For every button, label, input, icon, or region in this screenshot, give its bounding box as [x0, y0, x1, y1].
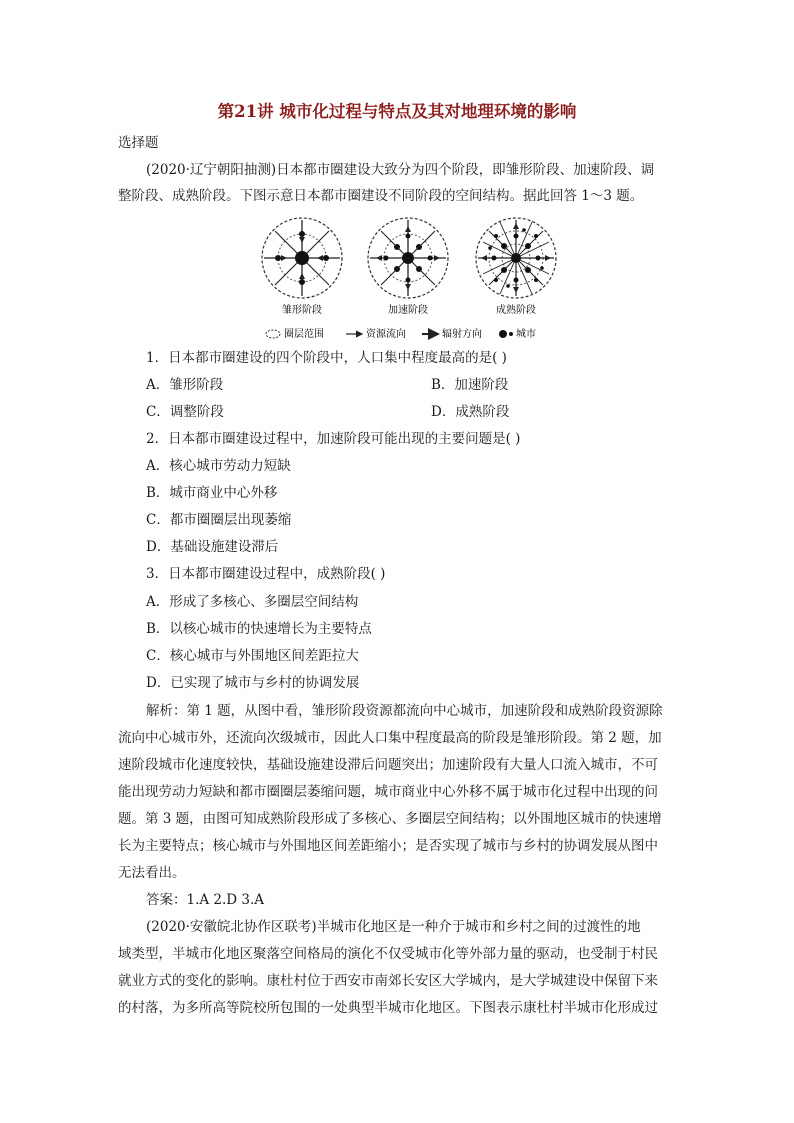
page-title: 第21讲 城市化过程与特点及其对地理环境的影响: [217, 102, 577, 121]
intro2-line-4: 的村落，为多所高等院校所包围的一处典型半城市化地区。下图表示康杜村半城市化形成过: [118, 1000, 658, 1016]
city-circle-figure: [250, 212, 570, 344]
stage1-diagram: [262, 218, 342, 298]
question-2-option-c: C．都市圈圈层出现萎缩: [146, 512, 292, 528]
intro2-line-1: (2020·安徽皖北协作区联考)半城市化地区是一种介于城市和乡村之间的过渡性的地: [146, 919, 641, 935]
answer-line: 答案：1.A 2.D 3.A: [146, 892, 265, 908]
question-1-stem: 1．日本都市圈建设的四个阶段中，人口集中程度最高的是( ): [146, 350, 507, 366]
section-heading: 选择题: [118, 135, 159, 151]
intro2-line-3: 就业方式的变化的影响。康杜村位于西安市南郊长安区大学城内，是大学城建设中保留下来: [118, 973, 658, 989]
question-3-option-d: D．已实现了城市与乡村的协调发展: [146, 675, 360, 691]
question-2-option-d: D．基础设施建设滞后: [146, 539, 279, 555]
caption-stage3: 成熟阶段: [496, 305, 536, 316]
intro1-line-2: 整阶段、成熟阶段。下图示意日本都市圈建设不同阶段的空间结构。据此回答 1～3 题。: [118, 188, 644, 204]
caption-stage1: 雏形阶段: [282, 305, 322, 316]
legend-circle-icon: [266, 330, 280, 338]
analysis-line-6: 长为主要特点；核心城市与外围地区间差距缩小；是否实现了城市与乡村的协调发展从图中: [118, 838, 658, 854]
analysis-line-1: 解析：第 1 题，从图中看，雏形阶段资源都流向中心城市，加速阶段和成熟阶段资源除: [146, 703, 663, 719]
figure-svg: [250, 212, 570, 344]
question-1-option-a: A．雏形阶段: [146, 377, 224, 393]
question-1-option-b: B．加速阶段: [431, 377, 509, 393]
analysis-line-2: 流向中心城市外，还流向次级城市，因此人口集中程度最高的阶段是雏形阶段。第 2 题，加: [118, 730, 662, 746]
question-1-option-d: D．成熟阶段: [431, 404, 510, 420]
legend-flow-label: 资源流向: [366, 329, 406, 340]
question-3-option-c: C．核心城市与外围地区间差距拉大: [146, 648, 359, 664]
figure-legend: [266, 327, 536, 340]
caption-stage2: 加速阶段: [388, 305, 428, 316]
question-3-option-b: B．以核心城市的快速增长为主要特点: [146, 621, 372, 637]
question-2-stem: 2．日本都市圈建设过程中，加速阶段可能出现的主要问题是( ): [146, 431, 521, 447]
question-2-option-b: B．城市商业中心外移: [146, 485, 278, 501]
legend-city-icon: [499, 330, 507, 338]
legend-radiate-label: 辐射方向: [442, 329, 482, 340]
question-1-option-c: C．调整阶段: [146, 404, 224, 420]
analysis-line-4: 能出现劳动力短缺和都市圈圈层萎缩问题，城市商业中心外移不属于城市化过程中出现的问: [118, 784, 658, 800]
stage3-diagram: [476, 218, 556, 298]
legend-city-label: 城市: [516, 329, 536, 340]
stage2-diagram: [368, 218, 448, 298]
analysis-line-5: 题。第 3 题，由图可知成熟阶段形成了多核心、多圈层空间结构；以外围地区城市的快速增: [118, 811, 662, 827]
legend-circle-label: 圈层范围: [284, 329, 324, 340]
analysis-line-7: 无法看出。: [118, 865, 186, 881]
intro2-line-2: 域类型，半城市化地区聚落空间格局的演化不仅受城市化等外部力量的驱动，也受制于村民: [118, 946, 658, 962]
analysis-line-3: 速阶段城市化速度较快，基础设施建设滞后问题突出；加速阶段有大量人口流入城市，不可: [118, 757, 658, 773]
intro1-line-1: (2020·辽宁朝阳抽测)日本都市圈建设大致分为四个阶段，即雏形阶段、加速阶段、调: [146, 162, 655, 178]
question-3-stem: 3．日本都市圈建设过程中，成熟阶段( ): [146, 566, 386, 582]
question-2-option-a: A．核心城市劳动力短缺: [146, 458, 291, 474]
question-3-option-a: A．形成了多核心、多圈层空间结构: [146, 594, 359, 610]
